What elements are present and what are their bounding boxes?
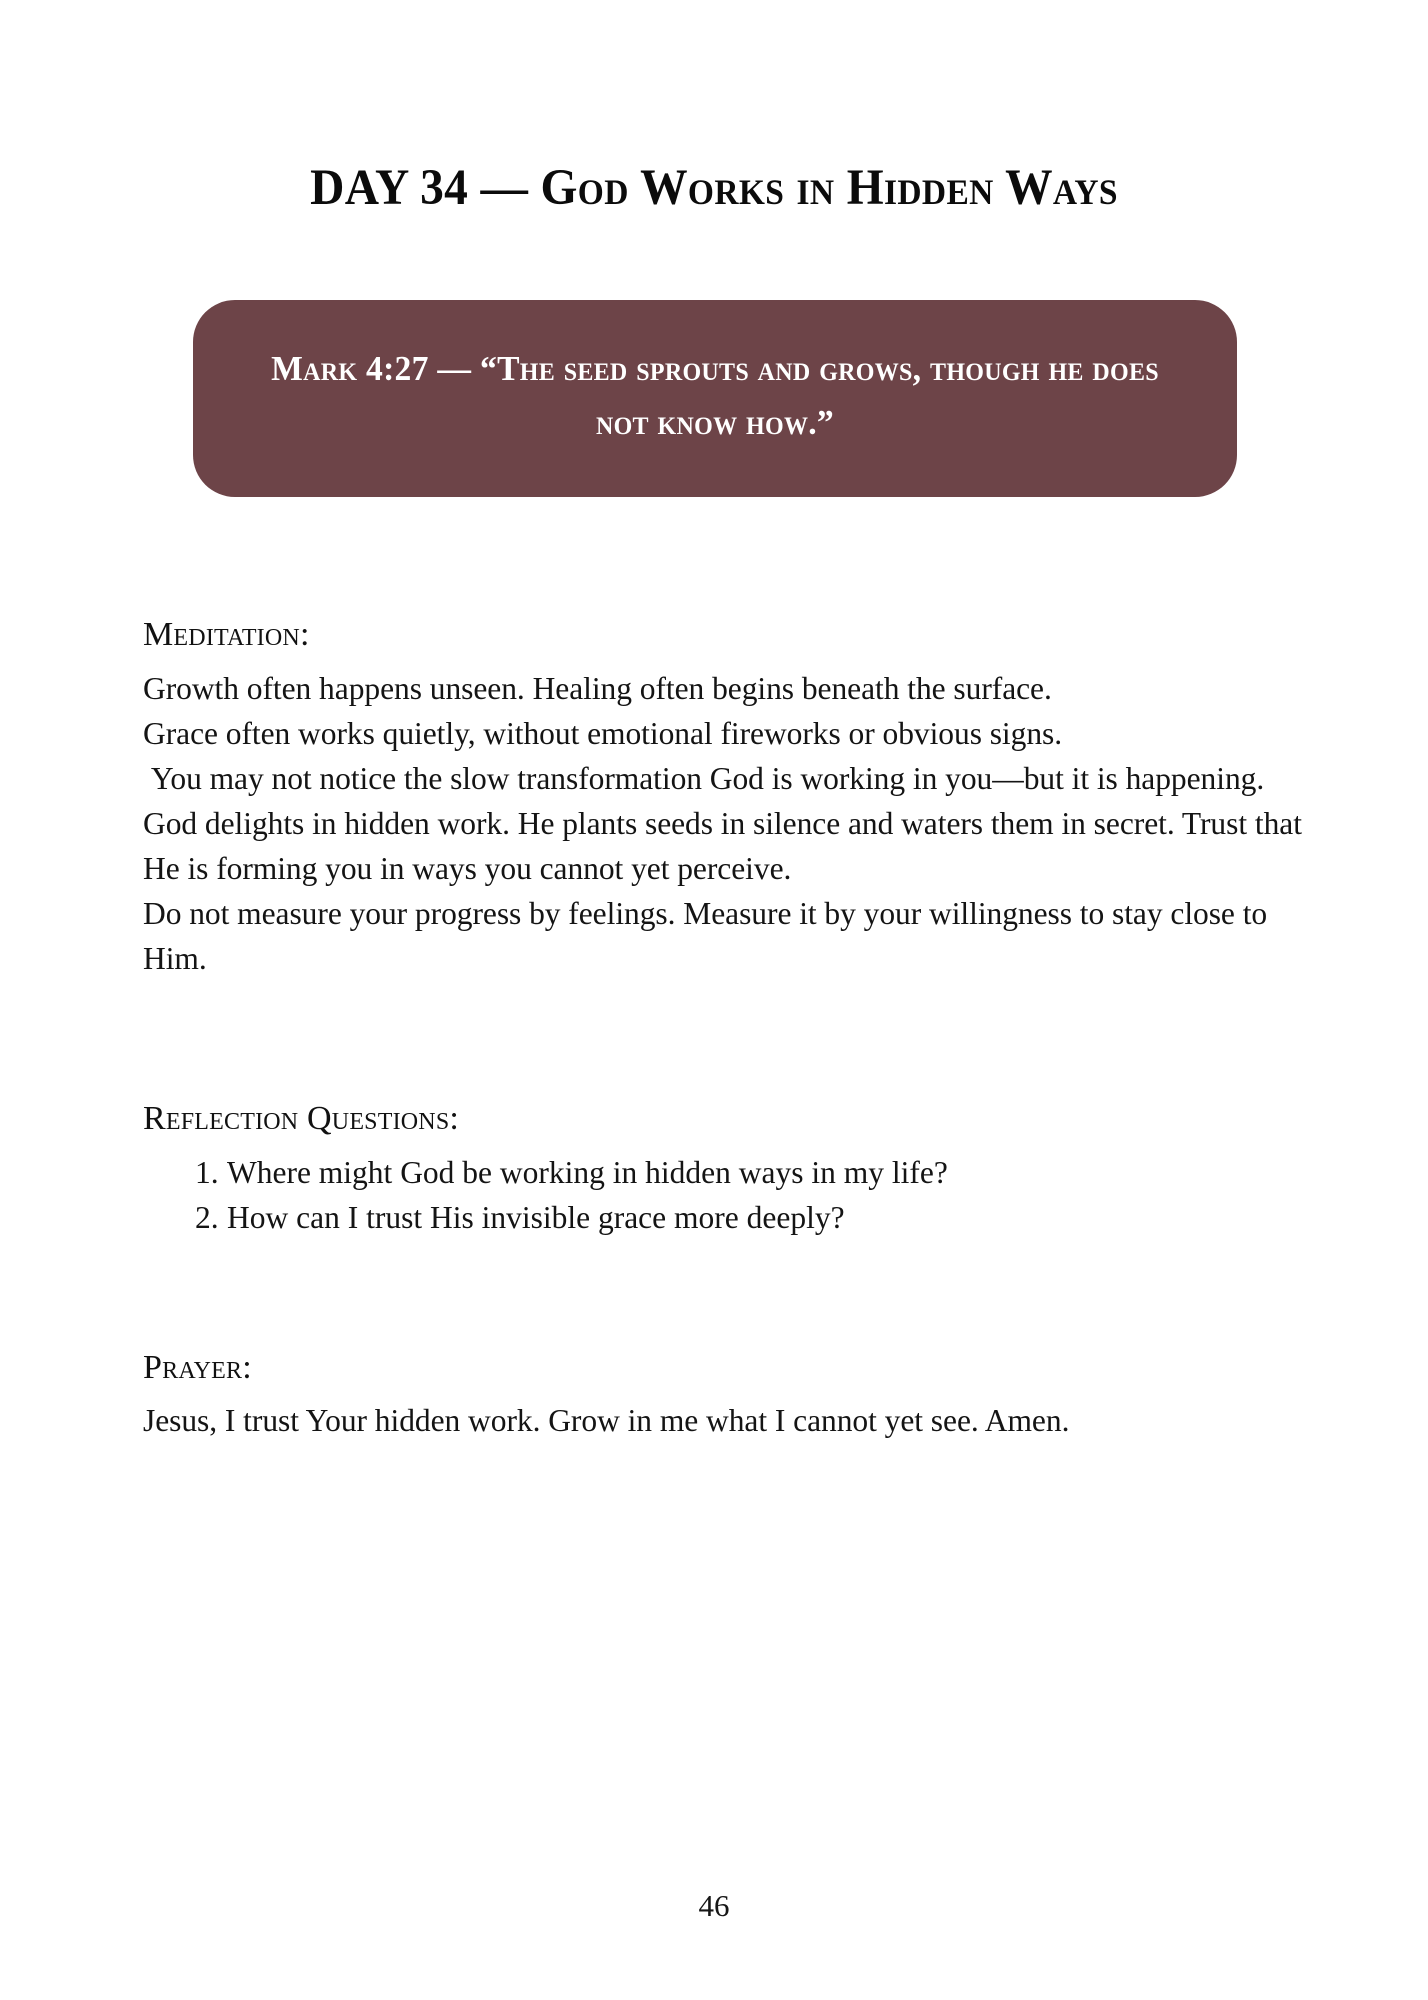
list-item (143, 1150, 1318, 1195)
question-text: Where might God be working in hidden ways in my life? (227, 1154, 948, 1190)
meditation-line: God delights in hidden work. He plants seeds in silence and waters them in secret. Trust that He is forming you in ways you cannot yet perceive. (143, 805, 1310, 886)
prayer-section (143, 1348, 1318, 1444)
page-body (143, 615, 1318, 1443)
prayer-heading: Prayer: (143, 1348, 252, 1386)
meditation-line: Do not measure your progress by feelings. Measure it by your willingness to stay close to Him. (143, 895, 1275, 976)
meditation-section (143, 615, 1318, 981)
list-item (143, 1195, 1318, 1240)
page-number: 46 (698, 1888, 730, 1923)
meditation-line: Growth often happens unseen. Healing often begins beneath the surface. (143, 670, 1052, 706)
prayer-text: Jesus, I trust Your hidden work. Grow in me what I cannot yet see. Amen. (143, 1403, 1070, 1439)
section-spacer (143, 1240, 1318, 1348)
verse-text: Mark 4:27 — “The seed sprouts and grows, though he does not know how.” (271, 349, 1159, 442)
meditation-line: Grace often works quietly, without emotional fireworks or obvious signs. (143, 715, 1063, 751)
section-spacer (143, 981, 1318, 1099)
question-number: 1. (195, 1154, 219, 1190)
meditation-heading: Meditation: (143, 616, 310, 653)
question-number: 2. (195, 1199, 219, 1235)
reflection-section (143, 1099, 1318, 1240)
page-title: DAY 34 — God Works in Hidden Ways (310, 160, 1118, 217)
reflection-question-list (143, 1150, 1318, 1240)
meditation-line: You may not notice the slow transformation God is working in you—but it is happening. (143, 760, 1265, 796)
verse-callout-box (193, 300, 1237, 497)
reflection-heading: Reflection Questions: (143, 1099, 460, 1137)
question-text: How can I trust His invisible grace more deeply? (227, 1199, 845, 1235)
